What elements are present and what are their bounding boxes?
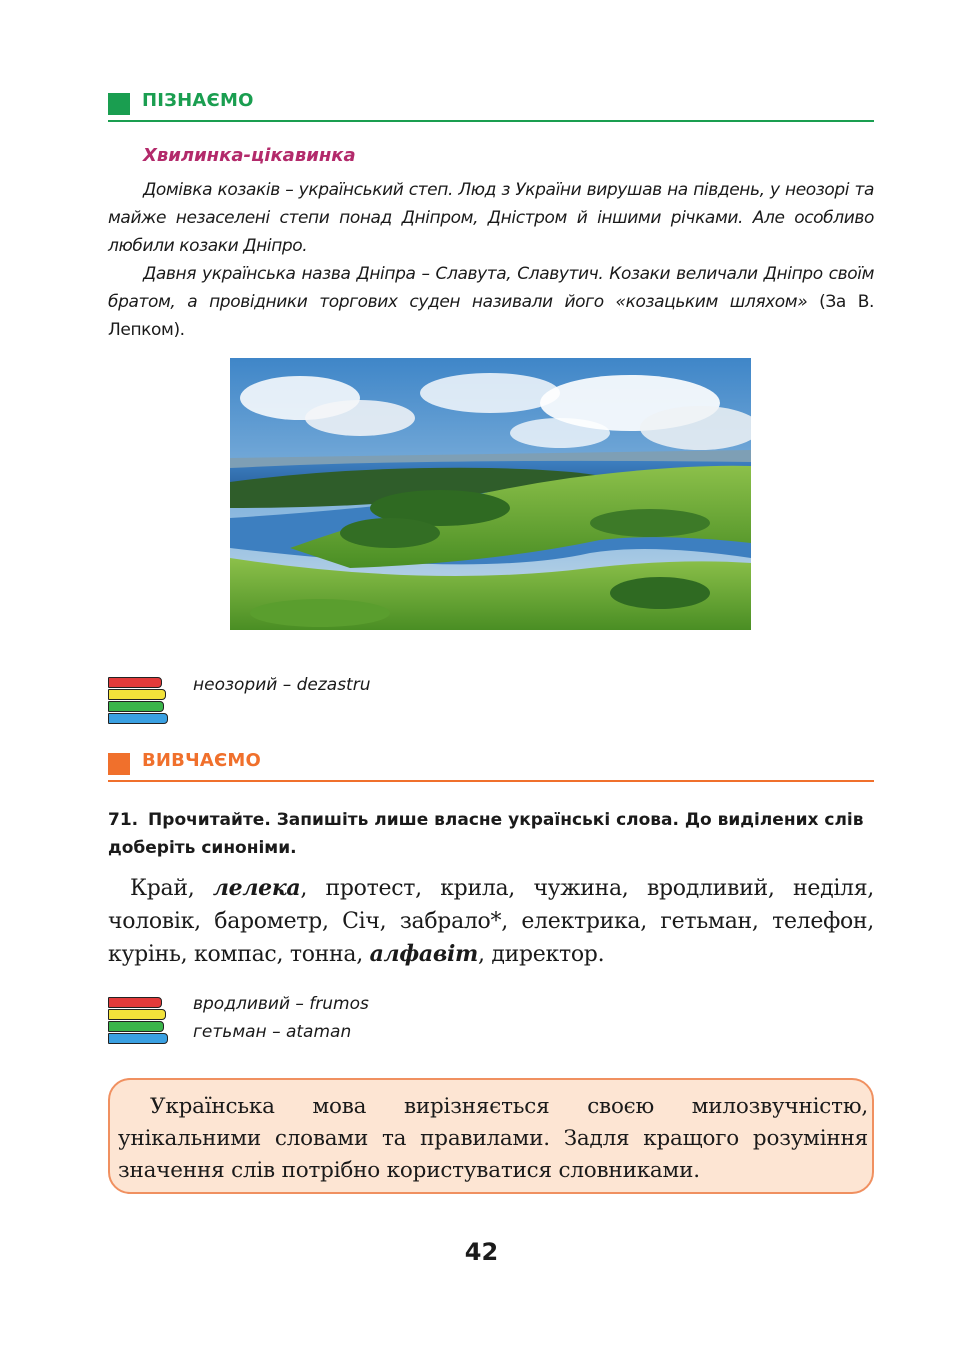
word-list-part: , протест, крила, чужина, вродливий, неділя, чоловік, барометр, Січ, забрало*, електрика, гетьман, телефон, курінь, компас, тонна, — [108, 876, 874, 967]
books-stack-icon — [106, 997, 170, 1047]
fact-paragraph: Домівка козаків – український степ. Люд з України вирушав на південь, у неозорі та майже незаселені степи понад Дніпром, Дністром й іншими річками. Але особливо любили козаки Дніпро. — [108, 180, 874, 256]
exercise-instruction: Прочитайте. Запишіть лише власне українські слова. До виділених слів доберіть синоніми. — [108, 810, 864, 858]
landscape-image — [230, 358, 751, 630]
section-header-piznaemo — [108, 88, 874, 122]
highlighted-word: алфавіт — [369, 941, 479, 967]
section-title: ВИВЧАЄМО — [142, 750, 262, 771]
exercise-task — [108, 806, 878, 862]
orange-square-icon — [108, 753, 130, 775]
dnipro-river-photo — [230, 358, 751, 630]
section-divider — [108, 780, 874, 782]
exercise-words — [108, 872, 874, 971]
word-list-part: Край, — [130, 876, 213, 901]
fact-paragraph — [108, 260, 874, 344]
fact-source: (За В. Лепком). — [108, 292, 874, 340]
glossary-entry: неозорий – dezastru — [193, 675, 371, 695]
highlighted-word: лелека — [212, 875, 301, 901]
fact-heading: Хвилинка-цікавинка — [143, 145, 356, 166]
glossary-entry: гетьман – ataman — [193, 1022, 352, 1042]
fact-paragraph-text: Давня українська назва Дніпра – Славута, Славутич. Козаки величали Дніпро своїм братом, а провідники торгових суден називали його «козацьким шляхом» — [108, 264, 874, 312]
glossary-entry: вродливий – frumos — [193, 994, 369, 1014]
section-title: ПІЗНАЄМО — [142, 90, 254, 111]
section-divider — [108, 120, 874, 122]
word-list-part: , директор. — [478, 942, 605, 967]
books-stack-icon — [106, 677, 170, 727]
page-number: 42 — [464, 1238, 499, 1266]
green-square-icon — [108, 93, 130, 115]
exercise-number: 71. — [108, 810, 139, 830]
section-header-vyvchaemo — [108, 748, 874, 782]
rule-text: Українська мова вирізняється своєю милозвучністю, унікальними словами та правилами. Задля кращого розуміння значення слів потрібно користуватися словниками. — [118, 1094, 868, 1183]
rule-box — [108, 1078, 874, 1194]
